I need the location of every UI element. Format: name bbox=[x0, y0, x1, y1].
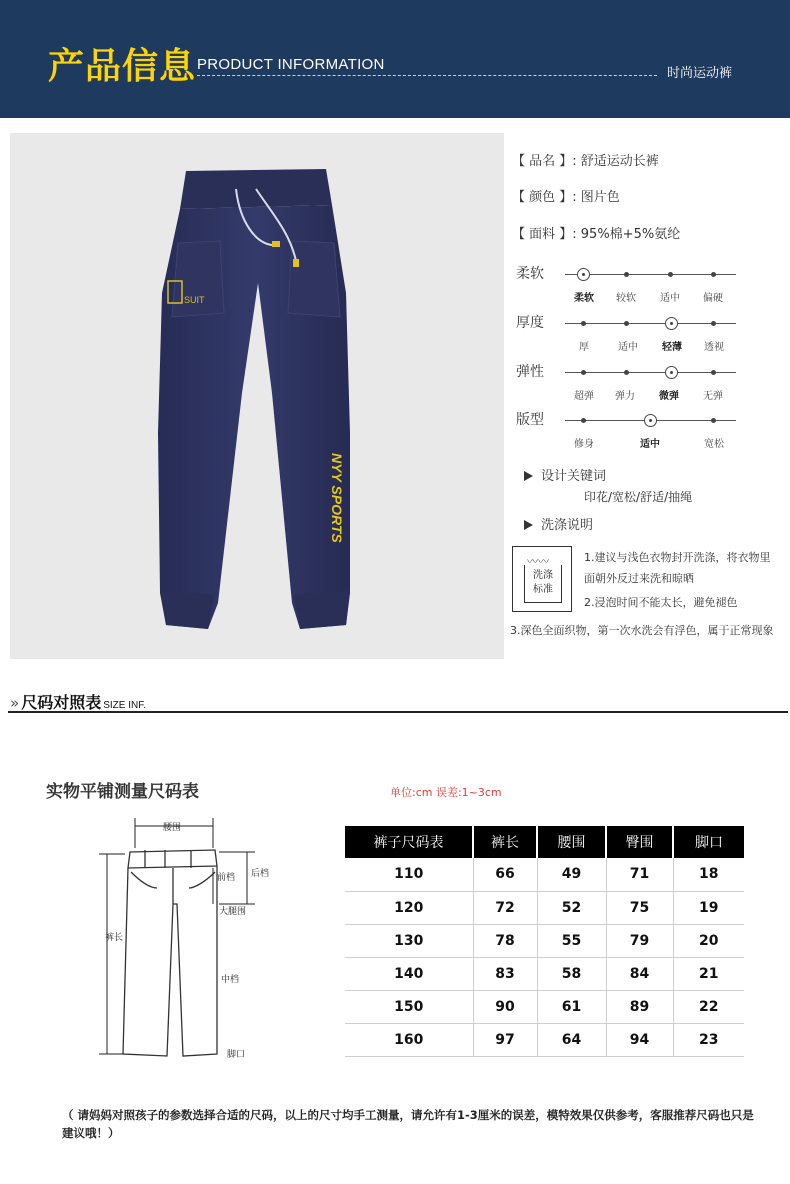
label-hem: 脚口 bbox=[227, 1050, 246, 1060]
label-knee: 中档 bbox=[221, 975, 240, 985]
scale-elasticity bbox=[508, 361, 790, 409]
column-header: 腰围 bbox=[537, 826, 606, 858]
scale-option: 偏硬 bbox=[703, 293, 723, 304]
triangle-right-icon bbox=[524, 471, 533, 481]
scale-option: 超弹 bbox=[574, 391, 594, 402]
scale-option: 微弹 bbox=[659, 391, 679, 402]
info-color: 【 颜色 】: 图片色 bbox=[512, 190, 620, 205]
scale-option: 轻薄 bbox=[662, 342, 682, 353]
scale-selected-marker bbox=[577, 268, 590, 281]
scale-option: 修身 bbox=[574, 439, 594, 450]
wave-icon: 〰〰 bbox=[527, 555, 549, 568]
measurement-diagram bbox=[95, 814, 335, 1074]
header-tagline: 时尚运动裤 bbox=[667, 66, 733, 81]
scale-label: 弹性 bbox=[516, 364, 544, 380]
label-front-rise: 前档 bbox=[217, 873, 236, 883]
wash-note: 3.深色全面织物，第一次水洗会有浮色，属于正常现象 bbox=[510, 624, 774, 637]
scale-label: 厚度 bbox=[516, 315, 544, 331]
table-header-row bbox=[345, 826, 744, 858]
scale-option: 宽松 bbox=[704, 439, 724, 450]
label-length: 裤长 bbox=[105, 933, 124, 943]
scale-option: 弹力 bbox=[615, 391, 635, 402]
scale-option: 适中 bbox=[640, 439, 660, 450]
table-row: 150 90 61 89 22 bbox=[345, 990, 744, 1023]
label-back-rise: 后档 bbox=[251, 869, 270, 879]
scale-option: 较软 bbox=[616, 293, 636, 304]
header-divider bbox=[197, 75, 657, 76]
scale-selected-marker bbox=[644, 414, 657, 427]
table-row: 130 78 55 79 20 bbox=[345, 924, 744, 957]
table-row: 140 83 58 84 21 bbox=[345, 957, 744, 990]
wash-basin-icon: 〰〰 洗涤 标准 bbox=[512, 546, 572, 612]
table-row: 110 66 49 71 18 bbox=[345, 858, 744, 891]
size-table bbox=[345, 826, 744, 1057]
unit-note: 单位:cm 误差:1~3cm bbox=[390, 786, 502, 799]
scale-option: 无弹 bbox=[703, 391, 723, 402]
scale-option: 适中 bbox=[618, 342, 638, 353]
column-header: 裤长 bbox=[473, 826, 537, 858]
scale-selected-marker bbox=[665, 317, 678, 330]
size-section-title: » 尺码对照表 SIZE INF. bbox=[10, 693, 146, 712]
header-subtitle: PRODUCT INFORMATION bbox=[197, 56, 385, 73]
column-header: 脚口 bbox=[673, 826, 744, 858]
product-photo bbox=[10, 133, 504, 659]
wash-note: 面朝外反过来洗和晾晒 bbox=[584, 572, 694, 585]
logo-text: SUIT bbox=[184, 295, 205, 305]
scale-fit bbox=[508, 409, 790, 457]
scale-option: 柔软 bbox=[574, 293, 594, 304]
section-divider bbox=[8, 711, 788, 713]
scale-selected-marker bbox=[665, 366, 678, 379]
label-thigh: 大腿围 bbox=[219, 907, 247, 917]
info-product-name: 【 品名 】: 舒适运动长裤 bbox=[512, 154, 659, 169]
measure-title: 实物平铺测量尺码表 bbox=[46, 782, 199, 802]
keywords-heading: 设计关键词 bbox=[524, 465, 606, 484]
column-header: 裤子尺码表 bbox=[345, 826, 473, 858]
wash-note: 1.建议与浅色衣物封开洗涤，将衣物里 bbox=[584, 551, 771, 564]
table-row: 160 97 64 94 23 bbox=[345, 1023, 744, 1056]
scale-softness bbox=[508, 263, 790, 311]
header-title: 产品信息 bbox=[48, 46, 197, 87]
table-row: 120 72 52 75 19 bbox=[345, 891, 744, 924]
wash-heading: 洗涤说明 bbox=[524, 514, 593, 533]
header-banner bbox=[0, 0, 790, 118]
scale-thickness bbox=[508, 312, 790, 360]
side-print: NYY SPORTS bbox=[329, 453, 345, 543]
scale-option: 适中 bbox=[660, 293, 680, 304]
column-header: 臀围 bbox=[606, 826, 673, 858]
scale-option: 透视 bbox=[704, 342, 724, 353]
scale-option: 厚 bbox=[579, 342, 589, 353]
keywords-text: 印花/宽松/舒适/抽绳 bbox=[584, 490, 693, 504]
info-fabric: 【 面料 】: 95%棉+5%氨纶 bbox=[512, 227, 681, 242]
scale-label: 版型 bbox=[516, 412, 544, 428]
pants-image bbox=[10, 133, 504, 659]
scale-label: 柔软 bbox=[516, 266, 544, 282]
wash-note: 2.浸泡时间不能太长，避免褪色 bbox=[584, 596, 738, 609]
size-footnote: （ 请妈妈对照孩子的参数选择合适的尺码，以上的尺寸均手工测量，请允许有1-3厘米的误差，模特效果仅供参考，客服推荐尺码也只是建议哦！） bbox=[62, 1108, 754, 1140]
triangle-right-icon bbox=[524, 520, 533, 530]
double-chevron-icon: » bbox=[10, 694, 20, 712]
label-waist: 腰围 bbox=[163, 823, 182, 833]
